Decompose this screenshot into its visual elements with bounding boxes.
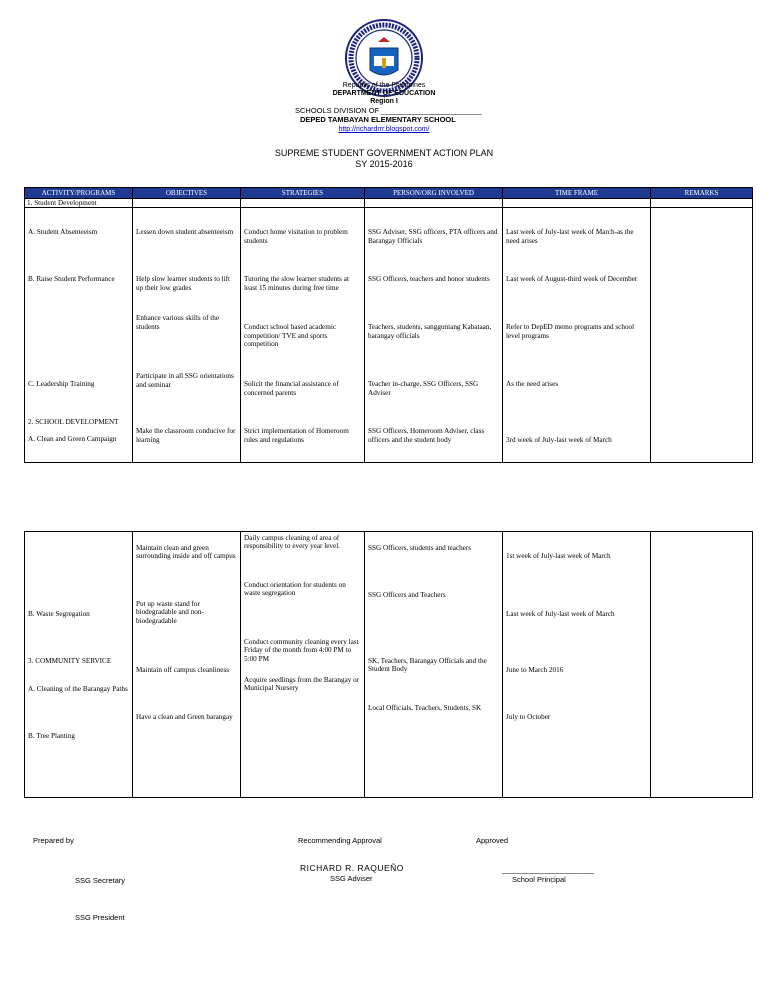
objectives-column-cell	[133, 532, 241, 798]
activity-item: A. Student Absenteeism	[28, 228, 98, 237]
objective-item: Participate in all SSG orientations and seminar	[136, 372, 234, 389]
person-item: SSG Adviser, SSG officers, PTA officers and Barangay Officials	[368, 228, 498, 245]
timeframe-column-cell	[503, 532, 651, 798]
strategy-item: Solicit the financial assistance of concerned parents	[244, 380, 339, 397]
school-year: SY 2015-2016	[355, 159, 413, 169]
col-objectives-header: OBJECTIVES	[133, 188, 241, 199]
timeframe-column-cell	[503, 208, 651, 463]
timeframe-item: Refer to DepED memo programs and school level programs	[506, 323, 635, 340]
strategy-item: Conduct school based academic competition/ TVE and sports competition	[244, 323, 337, 349]
strategy-item: Strict implementation of Homeroom rules and regulations	[244, 427, 349, 444]
person-item: Teacher in-charge, SSG Officers, SSG Adviser	[368, 380, 479, 397]
school-name: DEPED TAMBAYAN ELEMENTARY SCHOOL	[300, 115, 456, 124]
activity-column-cell	[25, 532, 133, 798]
activity-item: A. Cleaning of the Barangay Paths	[28, 685, 128, 693]
objective-item: Maintain off campus cleanliness	[136, 666, 230, 674]
activity-column-cell	[25, 208, 133, 463]
timeframe-item: Last week of August-third week of December	[506, 275, 638, 284]
action-plan-table-1	[24, 187, 753, 463]
person-item: SSG Officers, students and teachers	[368, 544, 472, 552]
secretary-label: SSG Secretary	[75, 876, 126, 885]
strategy-item: Acquire seedlings from the Barangay or Municipal Nursery	[244, 676, 360, 693]
timeframe-item: 3rd week of July-last week of March	[506, 436, 612, 445]
strategy-item: Conduct home visitation to problem students	[244, 228, 348, 245]
document-title: SUPREME STUDENT GOVERNMENT ACTION PLAN	[274, 148, 494, 158]
timeframe-item: Last week of July-last week of March-as the need arises	[506, 228, 634, 245]
activity-cell: 1. Student Development	[25, 199, 133, 208]
remarks-column-cell	[651, 208, 753, 463]
republic-line: Republic of the Philippines	[342, 82, 426, 89]
strategy-item: Tutoring the slow learner students at least 15 minutes during free time	[244, 275, 349, 292]
objective-item: Maintain clean and green surrounding inside and off campus	[136, 544, 236, 561]
activity-item: B. Tree Planting	[28, 732, 75, 740]
strategies-column-cell	[241, 532, 365, 798]
person-item: SSG Officers, Homeroom Adviser, class officers and the student body	[368, 427, 485, 444]
approved-label: Approved	[476, 836, 509, 845]
adviser-name: RICHARD R. RAQUEÑO	[300, 863, 404, 873]
principal-signature-line: ______________________	[502, 865, 594, 874]
strategy-item: Daily campus cleaning of area of responsibility to every year level.	[244, 534, 341, 551]
department-line: DEPARTMENT OF EDUCATION	[332, 90, 436, 97]
region-line: Region I	[370, 98, 398, 105]
prepared-by-label: Prepared by	[33, 836, 74, 845]
activity-item: 2. SCHOOL DEVELOPMENT	[28, 418, 119, 427]
timeframe-item: June to March 2016	[506, 666, 564, 674]
division-line: SCHOOLS DIVISION OF ________________________	[295, 106, 482, 115]
adviser-title: SSG Adviser	[330, 874, 373, 883]
activity-item: B. Raise Student Performance	[28, 275, 115, 284]
objective-item: Lessen down student absenteeism	[136, 228, 234, 237]
timeframe-item: Last week of July-last week of March	[506, 610, 615, 618]
objectives-column-cell	[133, 208, 241, 463]
principal-title: School Principal	[512, 875, 566, 884]
col-persons-header: PERSON/ORG INVOLVED	[365, 188, 503, 199]
timeframe-item: July to October	[506, 713, 551, 721]
persons-column-cell	[365, 532, 503, 798]
person-item: SSG Officers, teachers and honor students	[368, 275, 490, 284]
blog-link[interactable]: http://richardrrr.blogspot.com/	[338, 126, 430, 133]
activity-item: C. Leadership Training	[28, 380, 95, 389]
objective-item: Put up waste stand for biodegradable and non-biodegradable	[136, 600, 204, 625]
objective-item: Help slow learner students to lift up their low grades	[136, 275, 231, 292]
recommending-approval-label: Recommending Approval	[298, 836, 382, 845]
person-item: Local Officials, Teachers, Students, SK	[368, 704, 482, 712]
person-item: SSG Officers and Teachers	[368, 591, 446, 599]
col-remarks-header: REMARKS	[651, 188, 753, 199]
strategies-column-cell	[241, 208, 365, 463]
strategy-item: Conduct orientation for students on waste segregation	[244, 581, 346, 598]
president-label: SSG President	[75, 913, 125, 922]
col-strategies-header: STRATEGIES	[241, 188, 365, 199]
objective-item: Enhance various skills of the students	[136, 314, 220, 331]
remarks-column-cell	[651, 532, 753, 798]
objective-item: Make the classroom conducive for learning	[136, 427, 236, 444]
objective-item: Have a clean and Green barangay	[136, 713, 233, 721]
activity-item: B. Waste Segregation	[28, 610, 90, 618]
col-timeframe-header: TIME FRAME	[503, 188, 651, 199]
action-plan-table-2	[24, 531, 753, 798]
persons-column-cell	[365, 208, 503, 463]
timeframe-item: As the need arises	[506, 380, 559, 389]
timeframe-item: 1st week of July-last week of March	[506, 552, 611, 560]
activity-item: A. Clean and Green Campaign	[28, 435, 117, 444]
person-item: Teachers, students, sangguniang Kabataan, barangay officials	[368, 323, 492, 340]
activity-item: 3. COMMUNITY SERVICE	[28, 657, 112, 665]
strategy-item: Conduct community cleaning every last Friday of the month from 4:00 PM to 5:00 PM	[244, 638, 359, 663]
col-activity-header: ACTIVITY/PROGRAMS	[25, 188, 133, 199]
person-item: SK, Teachers, Barangay Officials and the Student Body	[368, 657, 487, 674]
